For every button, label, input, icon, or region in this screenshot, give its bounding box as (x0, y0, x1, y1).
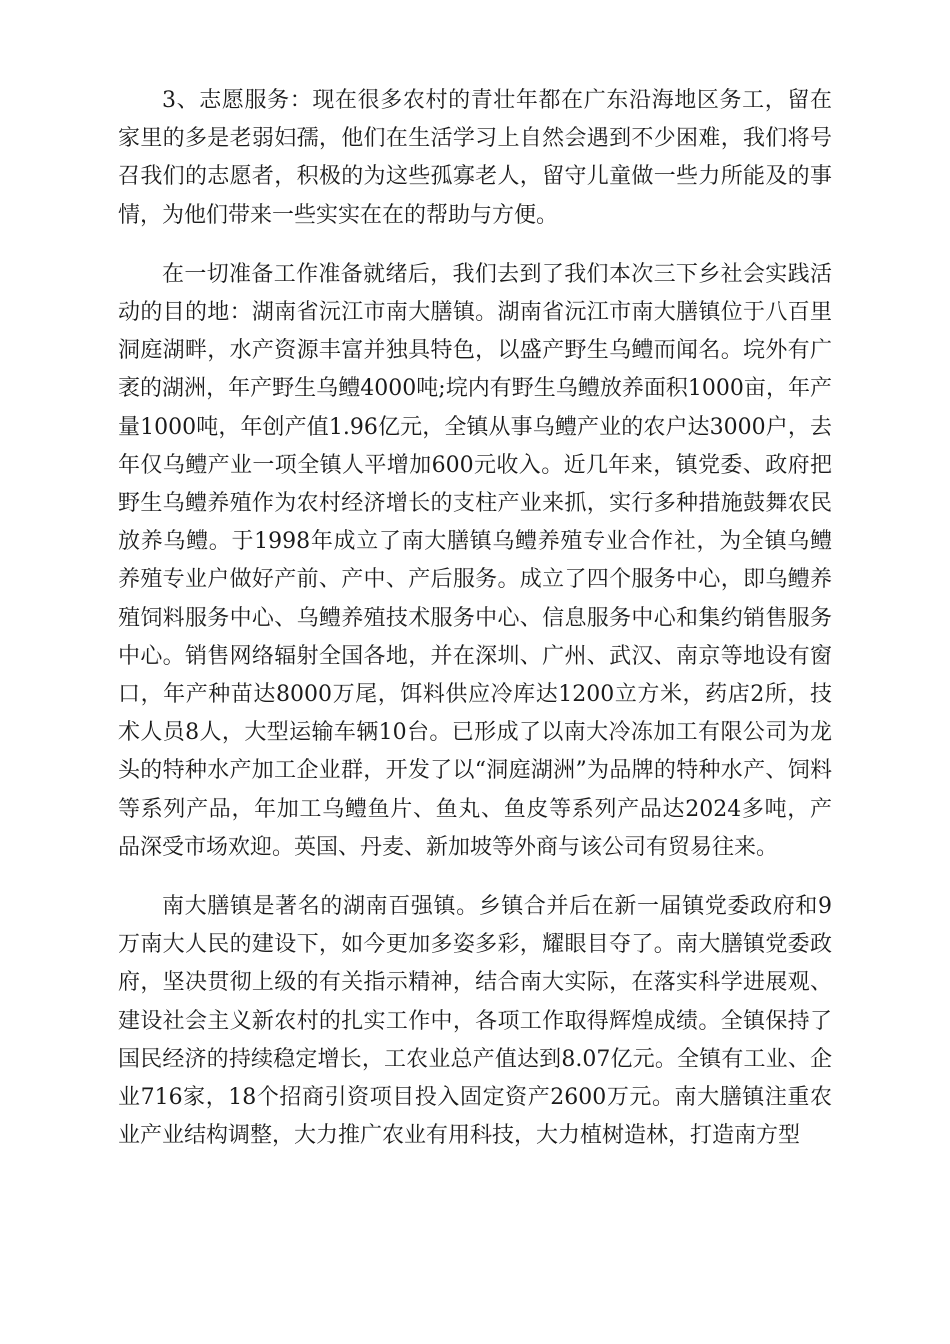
paragraph-nandashan-fishery: 在一切准备工作准备就绪后，我们去到了我们本次三下乡社会实践活动的目的地：湖南省沅江市南大膳镇。湖南省沅江市南大膳镇位于八百里洞庭湖畔，水产资源丰富并独具特色，以盛产野生乌鳢而闻名。垸外有广袤的湖洲，年产野生乌鳢4000吨;垸内有野生乌鳢放养面积1000亩，年产量1000吨，年创产值1.96亿元，全镇从事乌鳢产业的农户达3000户，去年仅乌鳢产业一项全镇人平增加600元收入。近几年来，镇党委、政府把野生乌鳢养殖作为农村经济增长的支柱产业来抓，实行多种措施鼓舞农民放养乌鳢。于1998年成立了南大膳镇乌鳢养殖专业合作社，为全镇乌鳢养殖专业户做好产前、产中、产后服务。成立了四个服务中心，即乌鳢养殖饲料服务中心、乌鳢养殖技术服务中心、信息服务中心和集约销售服务中心。销售网络辐射全国各地，并在深圳、广州、武汉、南京等地设有窗口，年产种苗达8000万尾，饵料供应冷库达1200立方米，药店2所，技术人员8人，大型运输车辆10台。已形成了以南大冷冻加工有限公司为龙头的特种水产加工企业群，开发了以“洞庭湖洲”为品牌的特种水产、饲料等系列产品，年加工乌鳢鱼片、鱼丸、鱼皮等系列产品达2024多吨，产品深受市场欢迎。英国、丹麦、新加坡等外商与该公司有贸易往来。 (118, 261, 832, 860)
paragraph-nandashan-town: 南大膳镇是著名的湖南百强镇。乡镇合并后在新一届镇党委政府和9万南大人民的建设下，如今更加多姿多彩，耀眼目夺了。南大膳镇党委政府，坚决贯彻上级的有关指示精神，结合南大实际，在落实科学进展观、建设社会主义新农村的扎实工作中，各项工作取得辉煌成绩。全镇保持了国民经济的持续稳定增长，工农业总产值达到8.07亿元。全镇有工业、企业716家，18个招商引资项目投入固定资产2600万元。南大膳镇注重农业产业结构调整，大力推广农业有用科技，大力植树造林，打造南方型 (118, 894, 832, 1149)
paragraph-volunteer-service: 3、志愿服务：现在很多农村的青壮年都在广东沿海地区务工，留在家里的多是老弱妇孺，他们在生活学习上自然会遇到不少困难，我们将号召我们的志愿者，积极的为这些孤寡老人，留守儿童做一些力所能及的事情，为他们带来一些实实在在的帮助与方便。 (118, 88, 832, 228)
document-page (118, 82, 832, 1155)
